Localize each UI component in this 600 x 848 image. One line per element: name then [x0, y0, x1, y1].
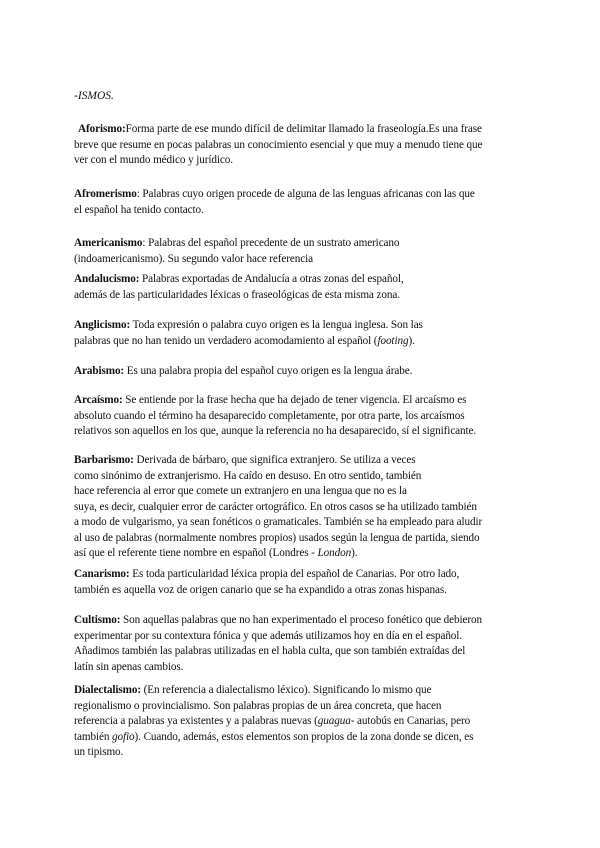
- entry-text: como sinónimo de extranjerismo. Ha caído en desuso. En otro sentido, también: [74, 469, 422, 482]
- glossary-entry: [74, 272, 532, 303]
- entry-line: [74, 714, 532, 730]
- entry-term: Afromerismo: [74, 188, 137, 200]
- entry-line: [74, 500, 532, 516]
- italic-example: footing: [377, 334, 409, 347]
- entry-line: [74, 334, 532, 350]
- entry-text: al uso de palabras (normalmente nombres propios) usados según la lengua de partida, siendo: [74, 531, 480, 544]
- entry-line: [74, 629, 532, 645]
- glossary-entry: [74, 393, 532, 440]
- entry-text: (indoamericanismo). Su segundo valor hace referencia: [74, 252, 313, 265]
- entry-line: [74, 236, 532, 252]
- entry-line: [74, 318, 532, 334]
- entry-text: ).: [351, 547, 358, 559]
- entry-term: Aforismo:: [78, 123, 126, 135]
- entry-text: Forma parte de ese mundo difícil de delimitar llamado la fraseología.Es una frase: [125, 123, 482, 135]
- entry-text: Añadimos también las palabras utilizadas en el habla culta, que son también extraídas del: [74, 645, 466, 657]
- entry-term: Anglicismo:: [74, 319, 131, 331]
- glossary-entry: [74, 236, 532, 267]
- entry-text: además de las particularidades léxicas o fraseológicas de esta misma zona.: [74, 288, 400, 301]
- entry-text: Se entiende por la frase hecha que ha dejado de tener vigencia. El arcaísmo es: [122, 394, 467, 406]
- entry-term: Barbarismo:: [74, 454, 134, 466]
- entry-text: ver con el mundo médico y jurídico.: [74, 154, 233, 166]
- glossary-entry: [74, 683, 532, 761]
- entry-text: ). Cuando, además, estos elementos son propios de la zona donde se dicen, es: [134, 730, 474, 743]
- entry-line: [74, 393, 532, 409]
- italic-example: guagua: [317, 715, 351, 727]
- entry-text: también es aquella voz de origen canario que se ha expandido a otras zonas hispanas.: [74, 583, 447, 596]
- entry-text: - autobús en Canarias, pero: [350, 715, 471, 727]
- entry-text: relativos son aquellos en los que, aunque la referencia no ha desaparecido, sí el significante.: [74, 425, 477, 437]
- italic-example: gofio: [112, 730, 135, 743]
- entry-term: Americanismo: [74, 237, 143, 249]
- entry-line: [74, 272, 532, 288]
- entry-line: [74, 484, 532, 500]
- entry-line: [74, 644, 532, 660]
- glossary-entry: [74, 453, 532, 562]
- entry-line: [74, 699, 532, 715]
- entry-line: [74, 252, 532, 268]
- entry-text: el español ha tenido contacto.: [74, 203, 204, 216]
- italic-example: London: [317, 547, 352, 559]
- entry-text: absoluto cuando el término ha desaparecido completamente, por otra parte, los arcaísmos: [74, 409, 465, 422]
- entry-term: Dialectalismo:: [74, 684, 141, 696]
- entry-term: Cultismo:: [74, 614, 121, 626]
- entry-line: [74, 203, 532, 219]
- entry-text: un tipismo.: [74, 746, 124, 758]
- entry-line: [74, 660, 532, 676]
- entry-text: experimentar por su contextura fónica y que además utilizamos hoy en día en el español.: [74, 629, 463, 642]
- entry-line: [74, 153, 532, 169]
- entry-text: suya, es decir, cualquier error de carácter ortográfico. En otros casos se ha utilizado también: [74, 500, 477, 513]
- entry-line: [74, 515, 532, 531]
- entry-text: así que el referente tiene nombre en español (Londres -: [74, 547, 318, 559]
- glossary-entry: [74, 318, 532, 349]
- entry-line: [74, 531, 532, 547]
- entry-text: : Palabras cuyo origen procede de alguna de las lenguas africanas con las que: [136, 188, 475, 200]
- entry-text: : Palabras del español precedente de un sustrato americano: [142, 237, 400, 249]
- entry-text: Son aquellas palabras que no han experimentado el proceso fonético que debieron: [120, 614, 483, 626]
- entry-text: regionalismo o provincialismo. Son palabras propias de un área concreta, que hacen: [74, 699, 442, 712]
- entry-line: [74, 288, 532, 304]
- entry-text: latín sin apenas cambios.: [74, 660, 184, 673]
- entry-line: [74, 745, 532, 761]
- entry-text: (En referencia a dialectalismo léxico). Significando lo mismo que: [140, 684, 432, 696]
- entry-text: hace referencia al error que comete un extranjero en una lengua que no es la: [74, 485, 407, 497]
- glossary-entry: [74, 613, 532, 675]
- entry-line: [74, 583, 532, 599]
- entry-term: Canarismo:: [74, 568, 130, 580]
- entry-line: [74, 453, 532, 469]
- entry-line: [74, 683, 532, 699]
- entry-term: Arabismo:: [74, 365, 125, 377]
- entry-line: [74, 567, 532, 583]
- entry-text: Palabras exportadas de Andalucía a otras zonas del español,: [139, 273, 404, 285]
- entry-line: [74, 613, 532, 629]
- entry-text: Derivada de bárbaro, que significa extranjero. Se utiliza a veces: [133, 454, 416, 466]
- entry-line: [74, 469, 532, 485]
- entry-text: palabras que no han tenido un verdadero acomodamiento al español (: [74, 334, 378, 347]
- entry-text: a modo de vulgarismo, ya sean fonéticos o gramaticales. También se ha empleado para aludir: [74, 516, 483, 528]
- entry-line: [74, 424, 532, 440]
- entry-line: [74, 187, 532, 203]
- entry-text: también: [74, 730, 113, 743]
- entry-text: Es toda particularidad léxica propia del español de Canarias. Por otro lado,: [129, 568, 460, 580]
- entry-text: referencia a palabras ya existentes y a palabras nuevas (: [74, 715, 318, 727]
- entry-line: [74, 730, 532, 746]
- entry-line: [74, 122, 532, 138]
- entry-line: [74, 364, 532, 380]
- entry-term: Andalucismo:: [74, 273, 140, 285]
- entry-text: Toda expresión o palabra cuyo origen es la lengua inglesa. Son las: [130, 319, 423, 331]
- entry-text: breve que resume en pocas palabras un conocimiento esencial y que muy a menudo tiene que: [74, 138, 483, 151]
- glossary-entry: [74, 122, 532, 169]
- entry-line: [74, 546, 532, 562]
- glossary-entry: [74, 364, 532, 380]
- entry-text: ).: [408, 334, 415, 347]
- entry-text: Es una palabra propia del español cuyo origen es la lengua árabe.: [124, 365, 413, 377]
- glossary-entry: [74, 187, 532, 218]
- section-heading: -ISMOS.: [74, 90, 114, 102]
- entry-term: Arcaísmo:: [74, 394, 123, 406]
- entry-line: [74, 138, 532, 154]
- entry-line: [74, 409, 532, 425]
- glossary-entry: [74, 567, 532, 598]
